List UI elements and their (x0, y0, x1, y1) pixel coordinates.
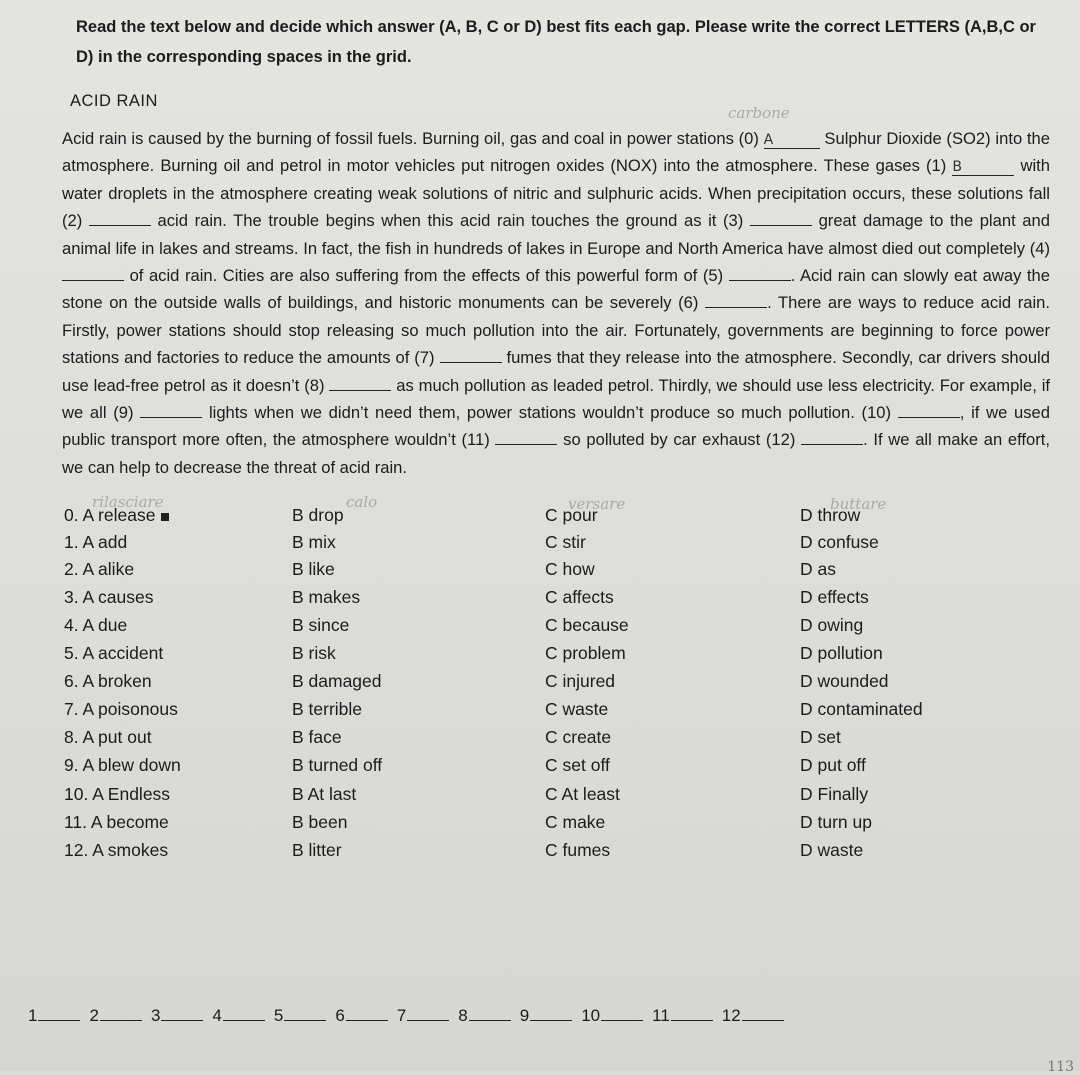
passage-segment-1: Sulphur Dioxide (SO2) into the atmosphere. Burning oil and petrol in motor vehicles put nitrogen oxides (NOX) into the atmosphere. These gases (1) (62, 129, 1050, 176)
option-6-c (545, 671, 615, 692)
grid-cell-6[interactable] (335, 1006, 387, 1026)
option-label: B like (292, 559, 335, 580)
grid-number: 10 (581, 1006, 601, 1025)
option-2-d (800, 559, 836, 580)
option-3-d (800, 587, 869, 608)
passage-segment-0: Acid rain is caused by the burning of fossil fuels. Burning oil, gas and coal in power stations (0) (62, 129, 759, 148)
answer-options (40, 493, 1048, 865)
answer-grid (28, 1006, 793, 1026)
option-2-c (545, 559, 595, 580)
option-label: D wounded (800, 671, 889, 692)
option-label: D put off (800, 755, 866, 776)
grid-blank[interactable] (530, 1020, 572, 1021)
gap-12[interactable] (801, 444, 863, 445)
grid-blank[interactable] (469, 1020, 511, 1021)
grid-blank[interactable] (346, 1020, 388, 1021)
grid-number: 11 (652, 1006, 670, 1025)
option-6-d (800, 671, 889, 692)
option-label: B since (292, 615, 350, 636)
grid-blank[interactable] (407, 1020, 449, 1021)
option-5-a (64, 643, 163, 664)
gap-2[interactable] (89, 225, 151, 226)
option-label: 7. A poisonous (64, 699, 178, 720)
option-11-b (292, 812, 347, 833)
grid-cell-9[interactable] (520, 1006, 572, 1026)
option-label: D waste (800, 840, 864, 861)
option-12-b (292, 840, 342, 861)
instructions: Read the text below and decide which answer (A, B, C or D) best fits each gap. Please write the correct LETTERS (A,B,C or D) in the corresponding spaces in the grid. (76, 18, 1036, 66)
handwritten-note-versare: versare (568, 495, 626, 514)
option-4-d (800, 615, 863, 636)
option-row-3 (40, 587, 1040, 613)
option-label: B makes (292, 587, 361, 608)
passage-segment-9: as much pollution as leaded petrol. Thirdly, we should use less electricity. For example, if we all (9) (62, 375, 1050, 423)
option-10-b (292, 784, 356, 805)
option-12-d (800, 840, 863, 861)
option-6-a (64, 671, 152, 692)
grid-blank[interactable] (601, 1020, 643, 1021)
option-2-a (64, 559, 134, 580)
option-label: D Finally (800, 784, 869, 805)
option-label: C how (545, 559, 595, 580)
option-7-c (545, 699, 608, 720)
gap-9[interactable] (140, 417, 202, 418)
option-label: D set (800, 727, 841, 748)
handwritten-note-calo: calo (346, 493, 378, 512)
option-10-a (64, 784, 170, 805)
option-label: B drop (292, 505, 344, 526)
option-12-a (64, 840, 168, 861)
option-row-7 (40, 699, 1040, 725)
option-5-d (800, 643, 883, 664)
option-0-b (292, 505, 344, 526)
grid-blank[interactable] (742, 1020, 784, 1021)
gap-6[interactable] (705, 307, 767, 308)
option-row-1 (40, 532, 1040, 558)
option-11-a (64, 812, 169, 833)
grid-blank[interactable] (38, 1020, 80, 1021)
grid-number: 1 (28, 1006, 38, 1025)
passage-segment-5: of acid rain. Cities are also suffering from the effects of this powerful form of (5) (129, 266, 724, 286)
handwritten-note-carbone: carbone (728, 104, 790, 122)
option-label: D effects (800, 587, 869, 608)
option-label: 1. A add (64, 532, 128, 553)
option-label: B been (292, 812, 348, 833)
option-1-d (800, 532, 879, 553)
option-9-b (292, 755, 382, 776)
option-11-c (545, 812, 605, 833)
option-label: C At least (545, 784, 620, 805)
option-row-0 (40, 505, 1040, 531)
gap-5[interactable] (729, 280, 791, 281)
option-label: C affects (545, 587, 614, 608)
option-3-a (64, 587, 154, 608)
option-label: 10. A Endless (64, 784, 171, 805)
grid-blank[interactable] (161, 1020, 203, 1021)
grid-cell-3[interactable] (151, 1006, 203, 1026)
option-label: 11. A become (64, 812, 169, 833)
passage-segment-10: lights when we didn’t need them, power stations wouldn’t produce so much pollution. (10) (208, 403, 892, 423)
option-label: 6. A broken (64, 671, 152, 692)
grid-number: 12 (721, 1006, 741, 1025)
option-11-d (800, 812, 872, 833)
option-row-10 (40, 784, 1040, 810)
option-1-b (292, 532, 336, 553)
grid-number: 3 (150, 1006, 161, 1025)
option-4-c (545, 615, 629, 636)
option-8-b (292, 727, 342, 748)
option-row-4 (40, 615, 1040, 641)
gap-7[interactable] (440, 362, 502, 363)
option-row-5 (40, 643, 1040, 669)
option-0-d (800, 505, 860, 526)
option-label: C create (545, 727, 612, 748)
option-row-12 (40, 840, 1040, 866)
grid-number: 9 (519, 1006, 530, 1025)
option-label: B face (292, 727, 342, 748)
option-label: C because (545, 615, 629, 636)
option-label: D confuse (800, 532, 879, 553)
grid-number: 8 (458, 1006, 468, 1025)
passage-segment-7: . There are ways to reduce acid rain. Firstly, power stations should stop releasing so much pollution into the air. Fortunately, governments are beginning to force power stations and factories to reduce the amounts of (7) (62, 293, 1050, 368)
option-label: C problem (545, 643, 626, 664)
option-7-d (800, 699, 923, 720)
option-1-a (64, 532, 127, 553)
option-label: D pollution (800, 643, 883, 664)
option-label: B damaged (292, 671, 382, 692)
passage-segment-6: . Acid rain can slowly eat away the stone on the outside walls of buildings, and historic monuments can be severely (6) (62, 266, 1050, 313)
option-label: 9. A blew down (64, 755, 181, 776)
option-label: D contaminated (800, 699, 923, 720)
option-label: 8. A put out (64, 727, 152, 748)
option-label: C fumes (545, 840, 611, 861)
grid-blank[interactable] (284, 1020, 326, 1021)
option-4-b (292, 615, 349, 636)
option-label: B At last (292, 784, 357, 805)
grid-blank[interactable] (100, 1020, 142, 1021)
option-4-a (64, 615, 127, 636)
grid-blank[interactable] (223, 1020, 265, 1021)
passage-segment-13: . If we all make an effort, we can help to decrease the threat of acid rain. (62, 430, 1050, 477)
passage-segment-11: , if we used public transport more often, the atmosphere wouldn’t (11) (62, 403, 1051, 450)
grid-cell-4[interactable] (212, 1006, 264, 1026)
option-label: D owing (800, 615, 864, 636)
grid-number: 2 (89, 1006, 99, 1025)
option-8-d (800, 727, 841, 748)
option-3-c (545, 587, 614, 608)
grid-cell-7[interactable] (397, 1006, 449, 1026)
option-label: 3. A causes (64, 587, 154, 608)
grid-number: 4 (212, 1006, 222, 1025)
option-9-d (800, 755, 866, 776)
option-5-b (292, 643, 336, 664)
option-5-c (545, 643, 626, 664)
option-9-c (545, 755, 610, 776)
option-label: B mix (292, 532, 336, 553)
option-label: 5. A accident (64, 643, 164, 664)
option-7-a (64, 699, 178, 720)
handwritten-note-buttare: buttare (830, 495, 887, 514)
passage-text (62, 125, 1050, 481)
option-label: B risk (292, 643, 336, 664)
grid-number: 5 (273, 1006, 284, 1025)
grid-number: 7 (396, 1006, 407, 1025)
option-label: 0. A release (64, 505, 156, 526)
option-7-b (292, 699, 362, 720)
passage-segment-3: acid rain. The trouble begins when this acid rain touches the ground as it (3) (157, 211, 744, 231)
gap-0-answer: A (764, 132, 820, 149)
page-number: 113 (1047, 1059, 1074, 1075)
option-8-c (545, 727, 611, 748)
option-label: C injured (545, 671, 616, 692)
grid-cell-10[interactable] (581, 1006, 643, 1026)
option-label: C waste (545, 699, 609, 720)
option-1-c (545, 532, 586, 553)
grid-cell-12[interactable] (722, 1006, 784, 1026)
grid-cell-8[interactable] (458, 1006, 510, 1026)
option-0-c (545, 505, 598, 526)
option-row-2 (40, 559, 1040, 585)
option-2-b (292, 559, 335, 580)
gap-4[interactable] (62, 280, 124, 281)
option-label: 2. A alike (64, 559, 135, 580)
option-label: 12. A smokes (64, 840, 169, 861)
option-0-a (64, 505, 169, 526)
option-label: C set off (545, 755, 610, 776)
option-label: B litter (292, 840, 342, 861)
grid-cell-1[interactable] (28, 1006, 80, 1026)
option-6-b (292, 671, 382, 692)
option-row-6 (40, 671, 1040, 697)
grid-number: 6 (335, 1006, 345, 1025)
option-3-b (292, 587, 360, 608)
selected-mark-icon (161, 513, 169, 521)
passage-segment-12: so polluted by car exhaust (12) (563, 430, 796, 450)
gap-3[interactable] (750, 225, 812, 226)
option-row-9 (40, 755, 1040, 781)
option-row-11 (40, 812, 1040, 838)
option-10-d (800, 784, 868, 805)
passage-title: ACID RAIN (70, 92, 158, 110)
option-12-c (545, 840, 610, 861)
gap-8[interactable] (329, 390, 391, 391)
passage-segment-2: with water droplets in the atmosphere creating weak solutions of nitric and sulphuric acids. When precipitation occurs, these solutions fall (2) (62, 156, 1050, 231)
answer-grid-cells (28, 1006, 793, 1025)
grid-cell-2[interactable] (89, 1006, 141, 1026)
option-label: B turned off (292, 755, 383, 776)
option-8-a (64, 727, 152, 748)
option-label: C make (545, 812, 606, 833)
gap-11[interactable] (495, 444, 557, 445)
option-label: D turn up (800, 812, 872, 833)
grid-cell-5[interactable] (274, 1006, 326, 1026)
grid-cell-11[interactable] (652, 1006, 713, 1026)
option-label: D as (800, 559, 836, 580)
option-10-c (545, 784, 620, 805)
option-label: C stir (545, 532, 586, 553)
passage-segment-8: fumes that they release into the atmosphere. Secondly, car drivers should use lead-free petrol as it doesn’t (8) (62, 348, 1050, 395)
option-9-a (64, 755, 181, 776)
gap-10[interactable] (898, 417, 960, 418)
option-label: B terrible (292, 699, 363, 720)
gap-1-answer: B (952, 159, 1014, 176)
option-label: D throw (800, 505, 861, 526)
option-label: 4. A due (64, 615, 128, 636)
passage-segment-4: great damage to the plant and animal life in lakes and streams. In fact, the fish in hundreds of lakes in Europe and North America have almost died out completely (4) (62, 211, 1050, 258)
option-row-8 (40, 727, 1040, 753)
grid-blank[interactable] (671, 1020, 713, 1021)
handwritten-note-rilasciare: rilasciare (92, 493, 164, 512)
option-label: C pour (545, 505, 598, 526)
